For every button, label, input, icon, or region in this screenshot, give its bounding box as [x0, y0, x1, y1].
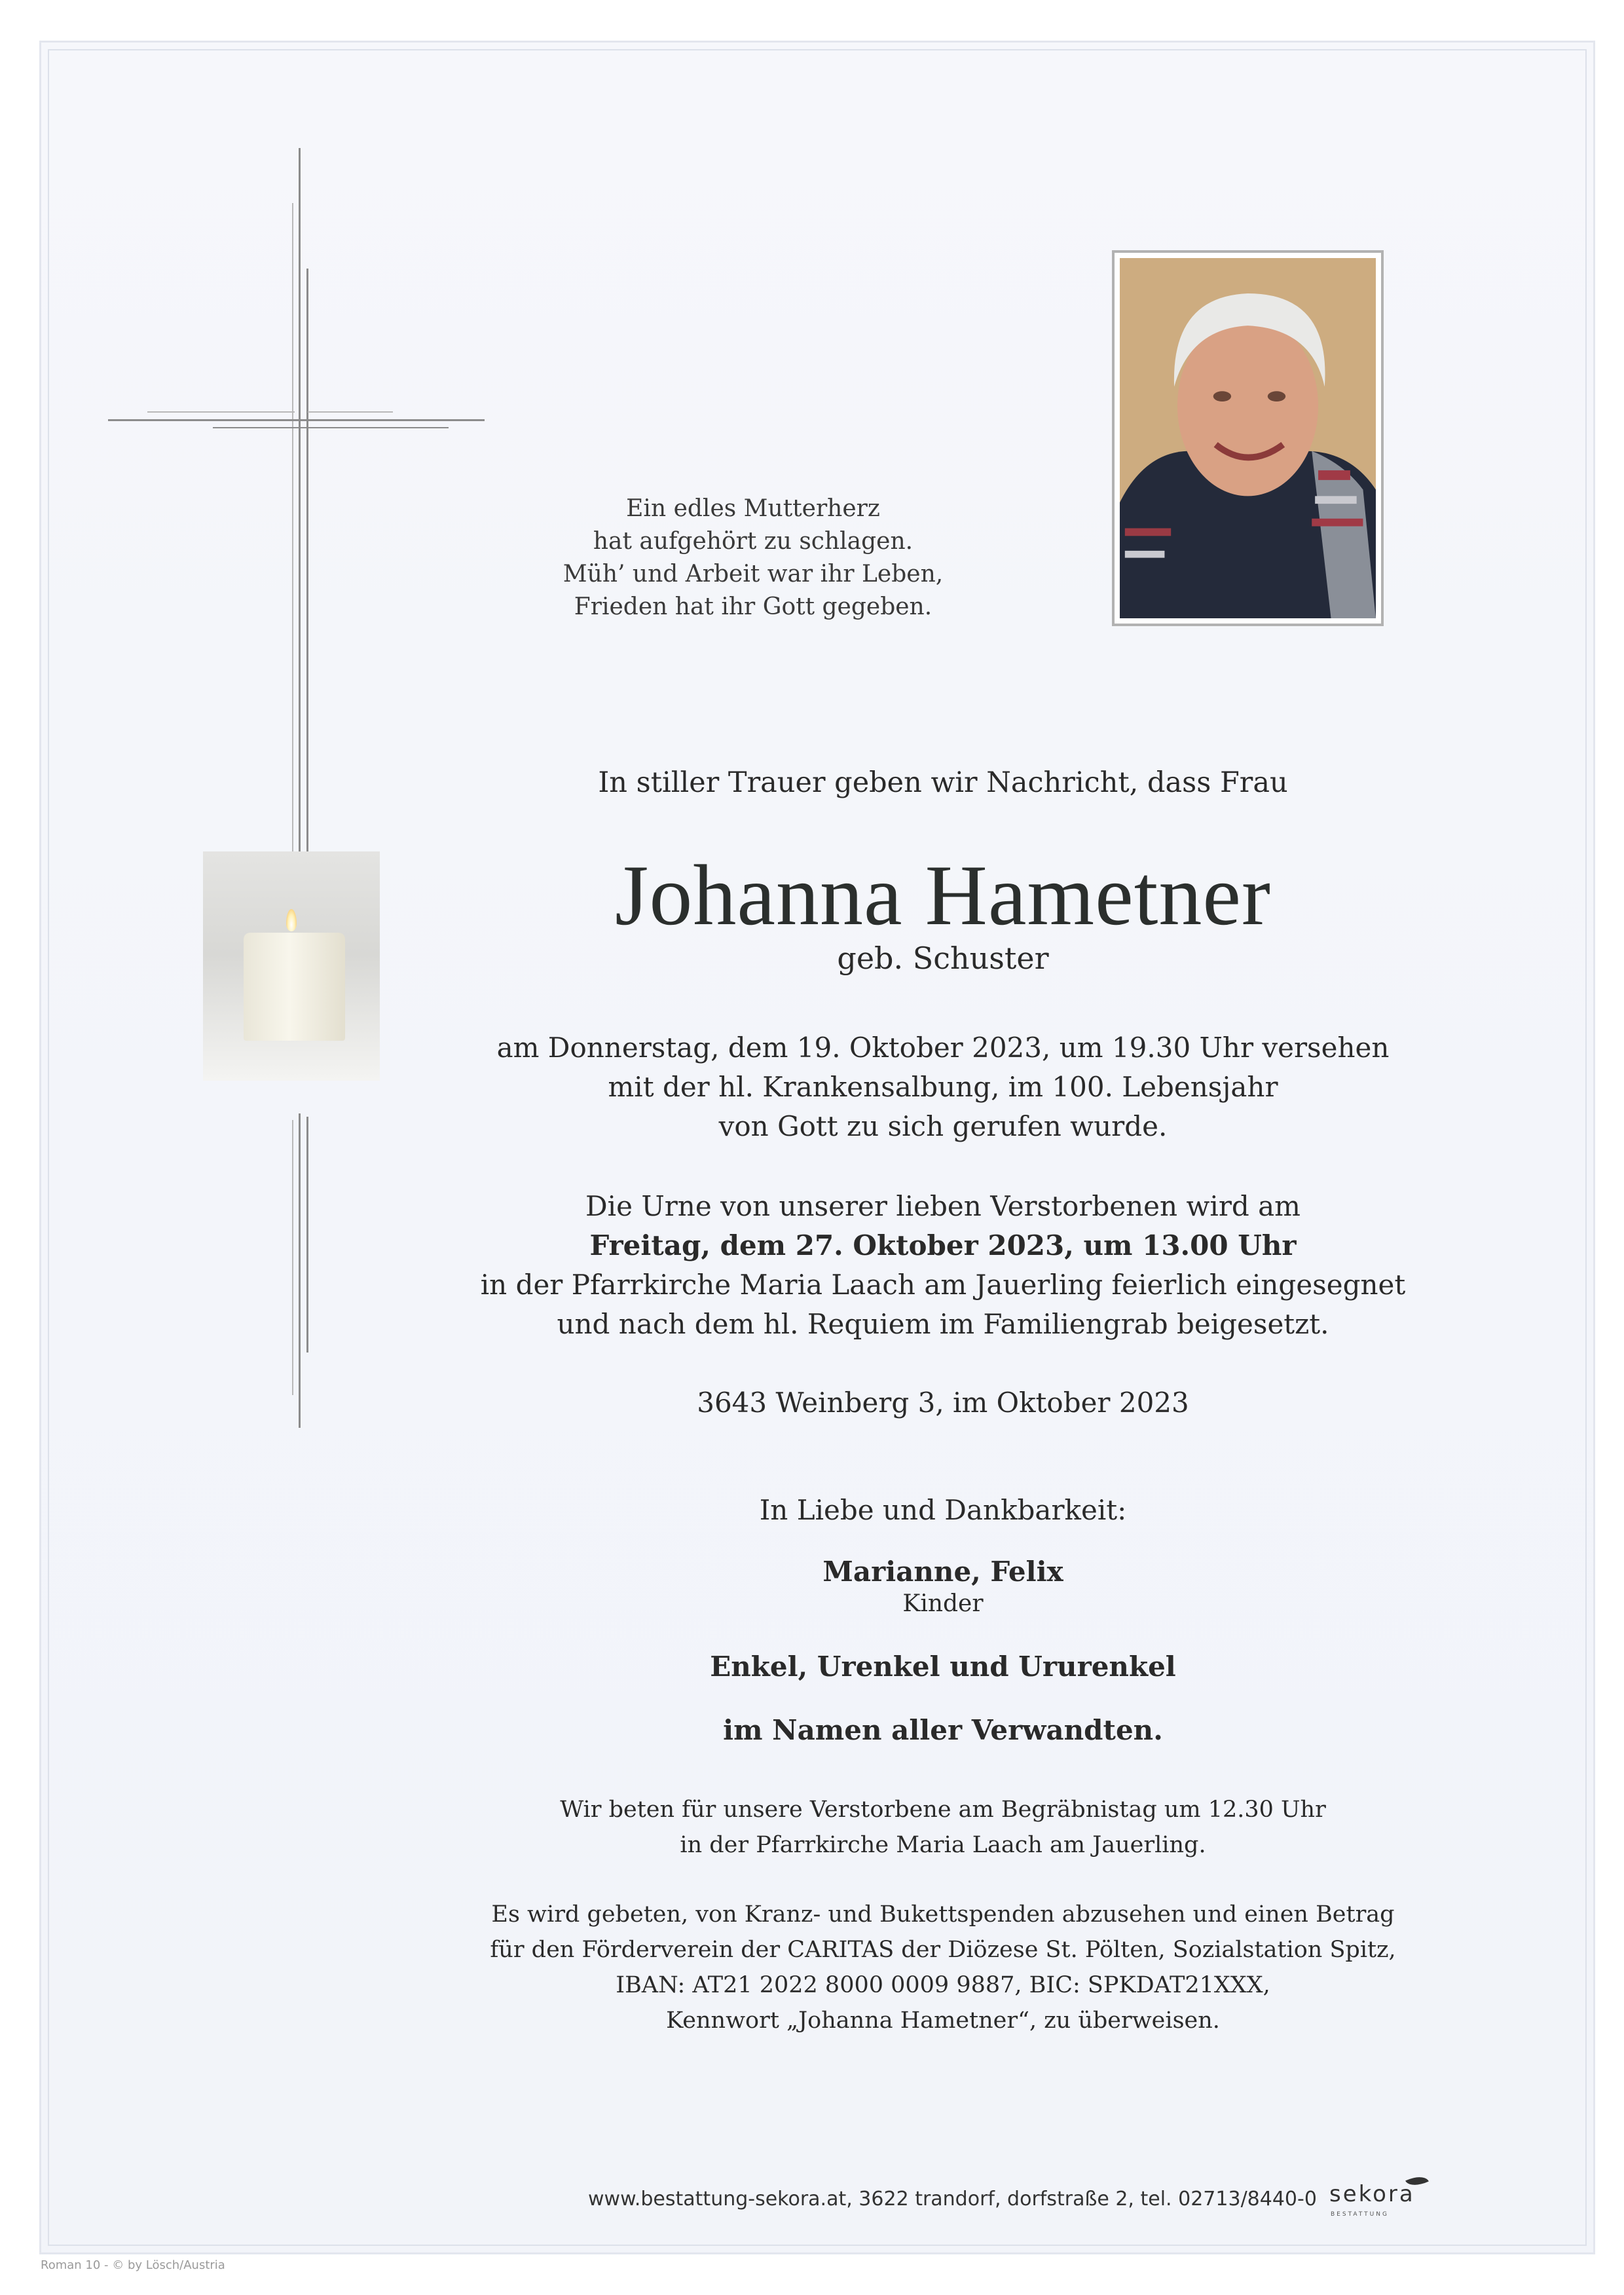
- candle-image: [203, 851, 380, 1081]
- verse-line: hat aufgehört zu schlagen.: [593, 528, 913, 555]
- verse-line: Frieden hat ihr Gott gegeben.: [574, 593, 932, 620]
- funeral-home-logo-subtitle: BESTATTUNG: [1331, 2211, 1389, 2218]
- relatives: im Namen aller Verwandten.: [723, 1714, 1163, 1746]
- death-line: mit der hl. Krankensalbung, im 100. Lebensjahr: [608, 1071, 1278, 1103]
- funeral-line: in der Pfarrkirche Maria Laach am Jauerling feierlich eingesegnet: [480, 1269, 1406, 1301]
- mourners-heading: In Liebe und Dankbarkeit:: [759, 1494, 1127, 1526]
- maiden-name: geb. Schuster: [837, 941, 1049, 976]
- grandchildren: Enkel, Urenkel und Ururenkel: [710, 1651, 1176, 1683]
- donation-line: Es wird gebeten, von Kranz- und Bukettspenden abzusehen und einen Betrag: [491, 1901, 1395, 1928]
- prayer-line: in der Pfarrkirche Maria Laach am Jauerling.: [680, 1832, 1206, 1858]
- funeral-date: Freitag, dem 27. Oktober 2023, um 13.00 Uhr: [589, 1229, 1297, 1261]
- candle-icon: [244, 933, 345, 1041]
- death-notice: [406, 1028, 1480, 1146]
- donation-line: für den Förderverein der CARITAS der Diözese St. Pölten, Sozialstation Spitz,: [490, 1937, 1396, 1963]
- portrait-photo: [1120, 258, 1376, 618]
- funeral-line: Die Urne von unserer lieben Verstorbenen wird am: [585, 1190, 1301, 1222]
- verse-line: Müh’ und Arbeit war ihr Leben,: [563, 561, 944, 588]
- place-date: 3643 Weinberg 3, im Oktober 2023: [697, 1387, 1189, 1419]
- intro-text: In stiller Trauer geben wir Nachricht, dass Frau: [598, 766, 1288, 799]
- funeral-home-logo: sekora: [1329, 2181, 1415, 2207]
- donation-line: IBAN: AT21 2022 8000 0009 9887, BIC: SPKDAT21XXX,: [616, 1972, 1270, 1998]
- children-names: Marianne, Felix: [822, 1556, 1063, 1588]
- funeral-notice: [406, 1187, 1480, 1344]
- children-role: Kinder: [902, 1590, 984, 1617]
- candle-flame-icon: [286, 909, 297, 931]
- funeral-line: und nach dem hl. Requiem im Familiengrab beigesetzt.: [557, 1308, 1329, 1340]
- prayer-notice: [406, 1792, 1480, 1863]
- death-line: am Donnerstag, dem 19. Oktober 2023, um 19.30 Uhr versehen: [496, 1032, 1390, 1064]
- death-line: von Gott zu sich gerufen wurde.: [718, 1110, 1168, 1142]
- donation-line: Kennwort „Johanna Hametner“, zu überweisen.: [666, 2007, 1220, 2034]
- verse-line: Ein edles Mutterherz: [626, 495, 880, 522]
- template-credit: Roman 10 - © by Lösch/Austria: [41, 2258, 225, 2272]
- deceased-name: Johanna Hametner: [615, 847, 1271, 943]
- donation-notice: [406, 1897, 1480, 2038]
- verse-block: [524, 493, 982, 624]
- prayer-line: Wir beten für unsere Verstorbene am Begräbnistag um 12.30 Uhr: [560, 1797, 1326, 1823]
- portrait-frame: [1112, 250, 1384, 626]
- funeral-home-contact: www.bestattung-sekora.at, 3622 trandorf, dorfstraße 2, tel. 02713/8440-0: [588, 2188, 1317, 2211]
